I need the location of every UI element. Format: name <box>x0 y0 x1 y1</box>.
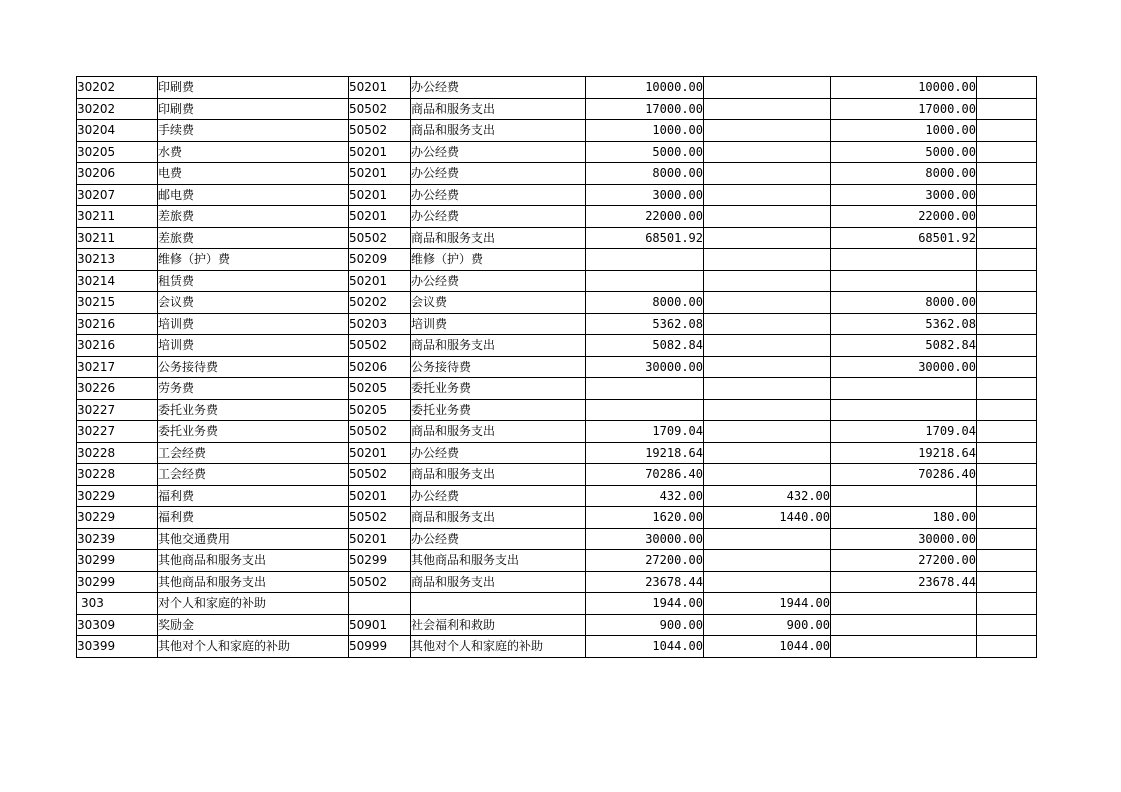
func-name-cell: 商品和服务支出 <box>411 98 586 120</box>
econ-name-cell: 工会经费 <box>158 442 349 464</box>
econ-code-cell: 30215 <box>77 292 158 314</box>
amount-project-cell: 68501.92 <box>831 227 977 249</box>
amount-basic-cell <box>704 356 831 378</box>
amount-total-cell: 3000.00 <box>586 184 704 206</box>
amount-total-cell: 1044.00 <box>586 636 704 658</box>
table-row <box>77 507 1037 529</box>
func-name-cell: 办公经费 <box>411 270 586 292</box>
amount-basic-cell: 1044.00 <box>704 636 831 658</box>
amount-total-cell: 30000.00 <box>586 528 704 550</box>
func-name-cell <box>411 593 586 615</box>
econ-code-cell: 30299 <box>77 571 158 593</box>
func-code-cell <box>349 593 411 615</box>
amount-total-cell: 1944.00 <box>586 593 704 615</box>
blank-cell <box>977 571 1037 593</box>
econ-code-cell: 30211 <box>77 206 158 228</box>
table-row <box>77 163 1037 185</box>
func-name-cell: 其他对个人和家庭的补助 <box>411 636 586 658</box>
amount-basic-cell <box>704 98 831 120</box>
econ-code-cell: 30206 <box>77 163 158 185</box>
func-name-cell: 会议费 <box>411 292 586 314</box>
amount-basic-cell: 432.00 <box>704 485 831 507</box>
amount-project-cell: 30000.00 <box>831 528 977 550</box>
amount-total-cell <box>586 399 704 421</box>
blank-cell <box>977 614 1037 636</box>
amount-project-cell: 1709.04 <box>831 421 977 443</box>
amount-basic-cell: 900.00 <box>704 614 831 636</box>
amount-total-cell: 900.00 <box>586 614 704 636</box>
func-name-cell: 委托业务费 <box>411 399 586 421</box>
table-row <box>77 249 1037 271</box>
func-name-cell: 委托业务费 <box>411 378 586 400</box>
econ-name-cell: 委托业务费 <box>158 399 349 421</box>
amount-total-cell: 5082.84 <box>586 335 704 357</box>
table-row <box>77 528 1037 550</box>
func-code-cell: 50502 <box>349 335 411 357</box>
econ-code-cell: 30299 <box>77 550 158 572</box>
blank-cell <box>977 313 1037 335</box>
amount-total-cell <box>586 378 704 400</box>
econ-code-cell: 30399 <box>77 636 158 658</box>
blank-cell <box>977 249 1037 271</box>
econ-name-cell: 邮电费 <box>158 184 349 206</box>
econ-name-cell: 其他商品和服务支出 <box>158 550 349 572</box>
func-code-cell: 50201 <box>349 141 411 163</box>
func-name-cell: 公务接待费 <box>411 356 586 378</box>
econ-name-cell: 差旅费 <box>158 206 349 228</box>
blank-cell <box>977 378 1037 400</box>
func-code-cell: 50202 <box>349 292 411 314</box>
func-name-cell: 办公经费 <box>411 206 586 228</box>
table-row <box>77 292 1037 314</box>
table-row <box>77 184 1037 206</box>
amount-basic-cell <box>704 399 831 421</box>
amount-total-cell: 68501.92 <box>586 227 704 249</box>
amount-total-cell: 30000.00 <box>586 356 704 378</box>
econ-code-cell: 30211 <box>77 227 158 249</box>
table-row <box>77 571 1037 593</box>
amount-project-cell: 22000.00 <box>831 206 977 228</box>
econ-name-cell: 租赁费 <box>158 270 349 292</box>
blank-cell <box>977 399 1037 421</box>
func-code-cell: 50201 <box>349 77 411 99</box>
amount-project-cell <box>831 485 977 507</box>
econ-name-cell: 其他交通费用 <box>158 528 349 550</box>
amount-project-cell: 1000.00 <box>831 120 977 142</box>
amount-project-cell: 180.00 <box>831 507 977 529</box>
econ-name-cell: 水费 <box>158 141 349 163</box>
func-code-cell: 50206 <box>349 356 411 378</box>
amount-total-cell: 5362.08 <box>586 313 704 335</box>
func-name-cell: 商品和服务支出 <box>411 571 586 593</box>
blank-cell <box>977 636 1037 658</box>
func-name-cell: 办公经费 <box>411 163 586 185</box>
func-name-cell: 社会福利和救助 <box>411 614 586 636</box>
table-row <box>77 356 1037 378</box>
amount-total-cell <box>586 249 704 271</box>
amount-basic-cell <box>704 442 831 464</box>
table-row <box>77 98 1037 120</box>
amount-project-cell <box>831 636 977 658</box>
func-code-cell: 50201 <box>349 485 411 507</box>
econ-name-cell: 维修（护）费 <box>158 249 349 271</box>
func-name-cell: 商品和服务支出 <box>411 227 586 249</box>
econ-name-cell: 福利费 <box>158 485 349 507</box>
amount-basic-cell <box>704 120 831 142</box>
func-name-cell: 办公经费 <box>411 442 586 464</box>
blank-cell <box>977 227 1037 249</box>
blank-cell <box>977 442 1037 464</box>
econ-name-cell: 会议费 <box>158 292 349 314</box>
blank-cell <box>977 421 1037 443</box>
amount-project-cell <box>831 378 977 400</box>
amount-basic-cell <box>704 464 831 486</box>
amount-basic-cell <box>704 313 831 335</box>
blank-cell <box>977 206 1037 228</box>
table-row <box>77 550 1037 572</box>
econ-name-cell: 委托业务费 <box>158 421 349 443</box>
func-code-cell: 50502 <box>349 98 411 120</box>
econ-name-cell: 手续费 <box>158 120 349 142</box>
amount-total-cell: 1000.00 <box>586 120 704 142</box>
amount-basic-cell <box>704 227 831 249</box>
blank-cell <box>977 550 1037 572</box>
econ-code-cell: 30213 <box>77 249 158 271</box>
econ-code-cell: 30204 <box>77 120 158 142</box>
table-row <box>77 270 1037 292</box>
table-row <box>77 141 1037 163</box>
func-name-cell: 培训费 <box>411 313 586 335</box>
econ-name-cell: 差旅费 <box>158 227 349 249</box>
func-name-cell: 其他商品和服务支出 <box>411 550 586 572</box>
amount-basic-cell <box>704 249 831 271</box>
func-name-cell: 商品和服务支出 <box>411 120 586 142</box>
amount-basic-cell <box>704 292 831 314</box>
func-code-cell: 50201 <box>349 184 411 206</box>
blank-cell <box>977 270 1037 292</box>
amount-total-cell: 19218.64 <box>586 442 704 464</box>
func-code-cell: 50203 <box>349 313 411 335</box>
table-row <box>77 313 1037 335</box>
budget-table <box>76 76 1037 658</box>
blank-cell <box>977 141 1037 163</box>
func-code-cell: 50205 <box>349 399 411 421</box>
amount-total-cell: 23678.44 <box>586 571 704 593</box>
econ-code-cell: 30216 <box>77 335 158 357</box>
amount-basic-cell <box>704 335 831 357</box>
blank-cell <box>977 120 1037 142</box>
amount-basic-cell <box>704 550 831 572</box>
amount-project-cell: 70286.40 <box>831 464 977 486</box>
econ-code-cell: 30228 <box>77 464 158 486</box>
econ-code-cell: 30202 <box>77 77 158 99</box>
blank-cell <box>977 528 1037 550</box>
table-row <box>77 227 1037 249</box>
amount-basic-cell: 1944.00 <box>704 593 831 615</box>
amount-project-cell: 30000.00 <box>831 356 977 378</box>
amount-basic-cell <box>704 141 831 163</box>
func-code-cell: 50299 <box>349 550 411 572</box>
blank-cell <box>977 464 1037 486</box>
func-name-cell: 商品和服务支出 <box>411 335 586 357</box>
amount-basic-cell <box>704 206 831 228</box>
amount-project-cell <box>831 614 977 636</box>
blank-cell <box>977 77 1037 99</box>
amount-project-cell: 8000.00 <box>831 292 977 314</box>
amount-project-cell: 17000.00 <box>831 98 977 120</box>
func-code-cell: 50502 <box>349 227 411 249</box>
amount-basic-cell <box>704 378 831 400</box>
econ-name-cell: 培训费 <box>158 313 349 335</box>
table-row <box>77 464 1037 486</box>
amount-basic-cell <box>704 77 831 99</box>
amount-total-cell: 8000.00 <box>586 292 704 314</box>
func-code-cell: 50502 <box>349 571 411 593</box>
func-code-cell: 50201 <box>349 270 411 292</box>
table-row <box>77 485 1037 507</box>
amount-total-cell: 5000.00 <box>586 141 704 163</box>
amount-project-cell <box>831 249 977 271</box>
budget-table-body <box>77 77 1037 658</box>
econ-code-cell: 30205 <box>77 141 158 163</box>
amount-basic-cell <box>704 184 831 206</box>
blank-cell <box>977 485 1037 507</box>
amount-total-cell: 22000.00 <box>586 206 704 228</box>
amount-basic-cell <box>704 571 831 593</box>
amount-project-cell <box>831 399 977 421</box>
econ-name-cell: 对个人和家庭的补助 <box>158 593 349 615</box>
table-row <box>77 378 1037 400</box>
amount-project-cell: 23678.44 <box>831 571 977 593</box>
amount-basic-cell <box>704 421 831 443</box>
amount-total-cell: 8000.00 <box>586 163 704 185</box>
econ-name-cell: 电费 <box>158 163 349 185</box>
amount-project-cell: 10000.00 <box>831 77 977 99</box>
amount-project-cell <box>831 270 977 292</box>
econ-code-cell: 30229 <box>77 485 158 507</box>
func-code-cell: 50901 <box>349 614 411 636</box>
func-name-cell: 办公经费 <box>411 184 586 206</box>
econ-code-cell: 30226 <box>77 378 158 400</box>
table-row <box>77 593 1037 615</box>
econ-code-cell: 30228 <box>77 442 158 464</box>
func-name-cell: 维修（护）费 <box>411 249 586 271</box>
func-code-cell: 50205 <box>349 378 411 400</box>
func-code-cell: 50502 <box>349 421 411 443</box>
amount-total-cell <box>586 270 704 292</box>
econ-name-cell: 劳务费 <box>158 378 349 400</box>
amount-basic-cell <box>704 163 831 185</box>
func-name-cell: 办公经费 <box>411 485 586 507</box>
func-code-cell: 50201 <box>349 206 411 228</box>
table-row <box>77 614 1037 636</box>
amount-total-cell: 1620.00 <box>586 507 704 529</box>
func-code-cell: 50201 <box>349 442 411 464</box>
amount-project-cell: 8000.00 <box>831 163 977 185</box>
table-row <box>77 77 1037 99</box>
amount-project-cell <box>831 593 977 615</box>
amount-project-cell: 5000.00 <box>831 141 977 163</box>
func-code-cell: 50502 <box>349 120 411 142</box>
amount-total-cell: 17000.00 <box>586 98 704 120</box>
econ-code-cell: 30239 <box>77 528 158 550</box>
func-code-cell: 50999 <box>349 636 411 658</box>
table-row <box>77 120 1037 142</box>
amount-project-cell: 27200.00 <box>831 550 977 572</box>
econ-name-cell: 其他商品和服务支出 <box>158 571 349 593</box>
econ-code-cell: 30227 <box>77 399 158 421</box>
econ-code-cell: 30214 <box>77 270 158 292</box>
amount-total-cell: 432.00 <box>586 485 704 507</box>
func-name-cell: 办公经费 <box>411 77 586 99</box>
table-row <box>77 421 1037 443</box>
econ-code-cell: 30207 <box>77 184 158 206</box>
econ-code-cell: 30309 <box>77 614 158 636</box>
func-name-cell: 商品和服务支出 <box>411 507 586 529</box>
blank-cell <box>977 184 1037 206</box>
amount-total-cell: 1709.04 <box>586 421 704 443</box>
table-row <box>77 399 1037 421</box>
table-row <box>77 335 1037 357</box>
econ-code-cell: 30217 <box>77 356 158 378</box>
amount-basic-cell: 1440.00 <box>704 507 831 529</box>
table-row <box>77 442 1037 464</box>
func-code-cell: 50502 <box>349 464 411 486</box>
func-name-cell: 办公经费 <box>411 528 586 550</box>
blank-cell <box>977 507 1037 529</box>
econ-code-cell: 30216 <box>77 313 158 335</box>
econ-code-cell: 30202 <box>77 98 158 120</box>
amount-project-cell: 3000.00 <box>831 184 977 206</box>
amount-total-cell: 10000.00 <box>586 77 704 99</box>
amount-total-cell: 70286.40 <box>586 464 704 486</box>
blank-cell <box>977 98 1037 120</box>
blank-cell <box>977 163 1037 185</box>
econ-name-cell: 印刷费 <box>158 77 349 99</box>
econ-code-cell: 303 <box>77 593 158 615</box>
blank-cell <box>977 335 1037 357</box>
blank-cell <box>977 356 1037 378</box>
econ-name-cell: 印刷费 <box>158 98 349 120</box>
econ-code-cell: 30227 <box>77 421 158 443</box>
func-code-cell: 50201 <box>349 528 411 550</box>
econ-code-cell: 30229 <box>77 507 158 529</box>
amount-total-cell: 27200.00 <box>586 550 704 572</box>
amount-project-cell: 5362.08 <box>831 313 977 335</box>
func-code-cell: 50502 <box>349 507 411 529</box>
table-row <box>77 636 1037 658</box>
econ-name-cell: 公务接待费 <box>158 356 349 378</box>
econ-name-cell: 奖励金 <box>158 614 349 636</box>
func-name-cell: 商品和服务支出 <box>411 464 586 486</box>
amount-project-cell: 5082.84 <box>831 335 977 357</box>
amount-project-cell: 19218.64 <box>831 442 977 464</box>
amount-basic-cell <box>704 270 831 292</box>
func-name-cell: 商品和服务支出 <box>411 421 586 443</box>
func-name-cell: 办公经费 <box>411 141 586 163</box>
blank-cell <box>977 292 1037 314</box>
blank-cell <box>977 593 1037 615</box>
econ-name-cell: 工会经费 <box>158 464 349 486</box>
econ-name-cell: 福利费 <box>158 507 349 529</box>
econ-name-cell: 培训费 <box>158 335 349 357</box>
econ-name-cell: 其他对个人和家庭的补助 <box>158 636 349 658</box>
func-code-cell: 50201 <box>349 163 411 185</box>
table-row <box>77 206 1037 228</box>
amount-basic-cell <box>704 528 831 550</box>
func-code-cell: 50209 <box>349 249 411 271</box>
